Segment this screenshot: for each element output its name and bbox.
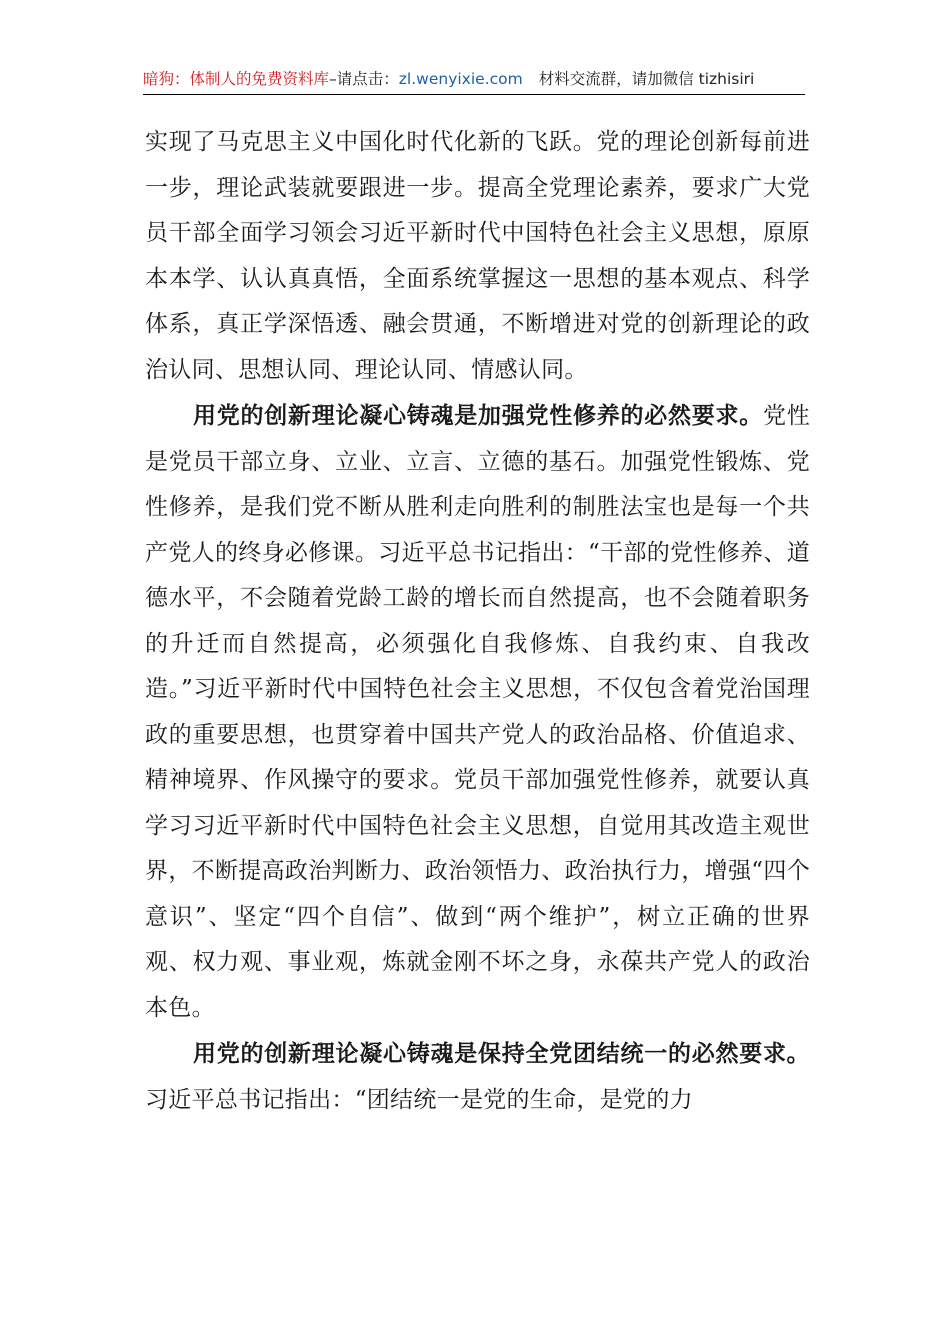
paragraph-heading: 用党的创新理论凝心铸魂是加强党性修养的必然要求。: [193, 402, 763, 429]
paragraph-text: 党性是党员干部立身、立业、立言、立德的基石。加强党性锻炼、党性修养，是我们党不断从胜利走向胜利的制胜法宝也是每一个共产党人的终身必修课。习近平总书记指出：“干部的党性修养、道德水平，不会随着党龄工龄的增长而自然提高，也不会随着职务的升迁而自然提高，必须强化自我修炼、自我约束、自我改造。”习近平新时代中国特色社会主义思想，不仅包含着党治国理政的重要思想，也贯穿着中国共产党人的政治品格、价值追求、精神境界、作风操守的要求。党员干部加强党性修养，就要认真学习习近平新时代中国特色社会主义思想，自觉用其改造主观世界，不断提高政治判断力、政治领悟力、政治执行力，增强“四个意识”、坚定“四个自信”、做到“两个维护”，树立正确的世界观、权力观、事业观，炼就金刚不坏之身，永葆共产党人的政治本色。: [145, 403, 811, 1021]
paragraph-3: [145, 1031, 810, 1123]
header-contact: 材料交流群，请加微信 tizhisiri: [538, 70, 755, 88]
header-url-link[interactable]: zl.wenyixie.com: [398, 70, 523, 88]
paragraph-2: [145, 393, 810, 1031]
document-body: [145, 120, 810, 1123]
header-click-prompt: –请点击：: [329, 70, 399, 88]
paragraph-heading: 用党的创新理论凝心铸魂是保持全党团结统一的必然要求。: [193, 1040, 810, 1067]
paragraph-1: [145, 120, 810, 393]
paragraph-text: 实现了马克思主义中国化时代化新的飞跃。党的理论创新每前进一步，理论武装就要跟进一步。提高全党理论素养，要求广大党员干部全面学习领会习近平新时代中国特色社会主义思想，原原本本学、认认真真悟，全面系统掌握这一思想的基本观点、科学体系，真正学深悟透、融会贯通，不断增进对党的创新理论的政治认同、思想认同、理论认同、情感认同。: [145, 129, 810, 383]
header-brand: 暗狗：体制人的免费资料库: [143, 70, 330, 88]
page-header: [143, 66, 805, 95]
paragraph-text: 习近平总书记指出：“团结统一是党的生命，是党的力: [145, 1086, 693, 1113]
